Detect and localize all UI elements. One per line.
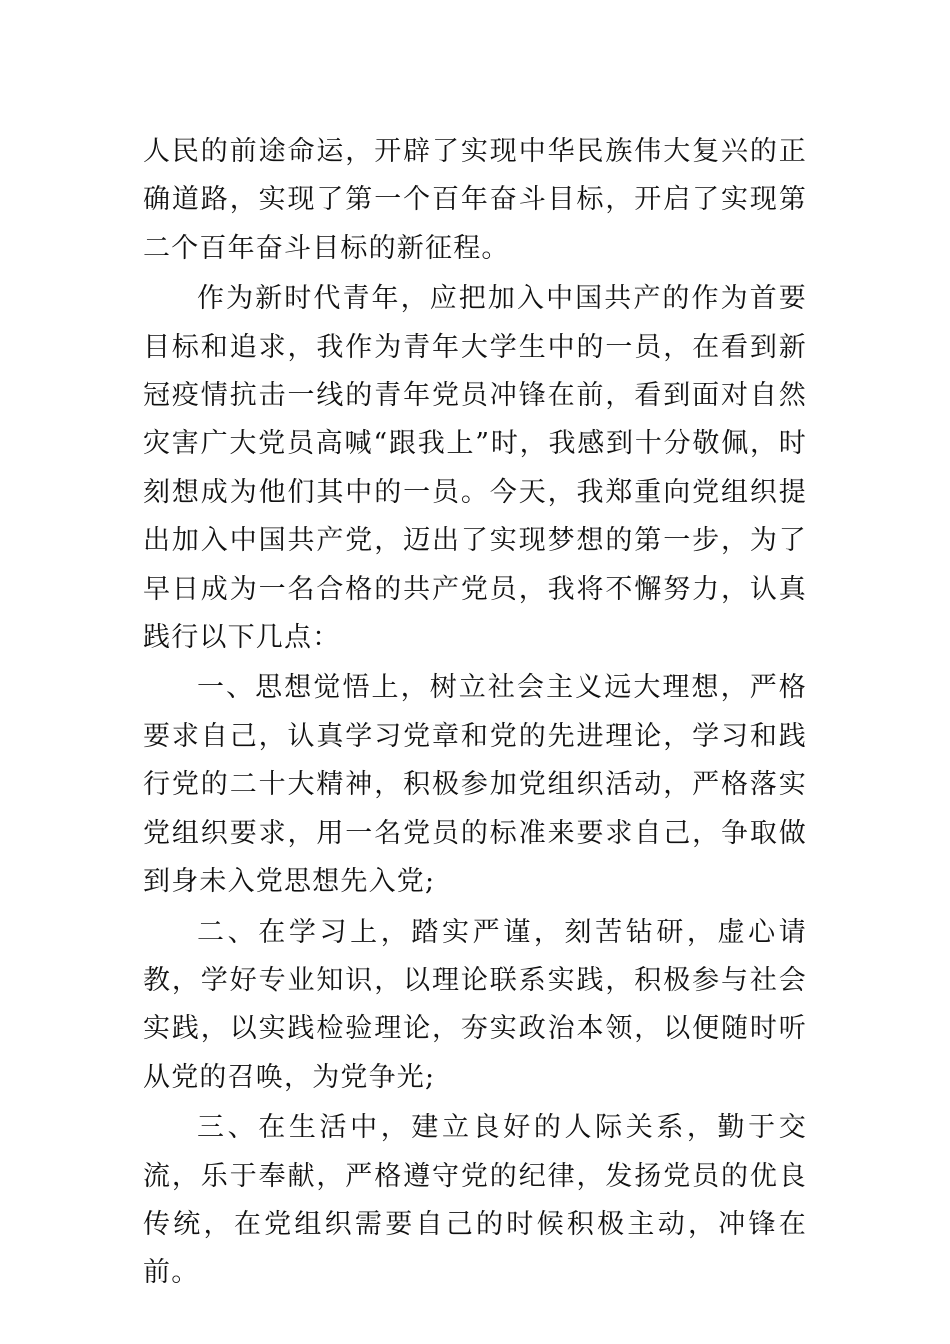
paragraph-point-life: 三、在生活中，建立良好的人际关系，勤于交流，乐于奉献，严格遵守党的纪律，发扬党员的优良传统，在党组织需要自己的时候积极主动，冲锋在前。 bbox=[143, 1112, 807, 1289]
paragraph-point-study: 二、在学习上，踏实严谨，刻苦钻研，虚心请教，学好专业知识，以理论联系实践，积极参与社会实践，以实践检验理论，夯实政治本领，以便随时听从党的召唤，为党争光; bbox=[143, 916, 807, 1093]
paragraph-point-ideology: 一、思想觉悟上，树立社会主义远大理想，严格要求自己，认真学习党章和党的先进理论，学习和践行党的二十大精神，积极参加党组织活动，严格落实党组织要求，用一名党员的标准来要求自己，争取做到身未入党思想先入党; bbox=[143, 672, 807, 898]
document-body bbox=[143, 128, 807, 1300]
paragraph-continuation: 人民的前途命运，开辟了实现中华民族伟大复兴的正确道路，实现了第一个百年奋斗目标，开启了实现第二个百年奋斗目标的新征程。 bbox=[143, 136, 807, 264]
paragraph-youth-aspiration: 作为新时代青年，应把加入中国共产的作为首要目标和追求，我作为青年大学生中的一员，在看到新冠疫情抗击一线的青年党员冲锋在前，看到面对自然灾害广大党员高喊“跟我上”时，我感到十分敬佩，时刻想成为他们其中的一员。今天，我郑重向党组织提出加入中国共产党，迈出了实现梦想的第一步，为了早日成为一名合格的共产党员，我将不懈努力，认真践行以下几点： bbox=[143, 283, 807, 654]
